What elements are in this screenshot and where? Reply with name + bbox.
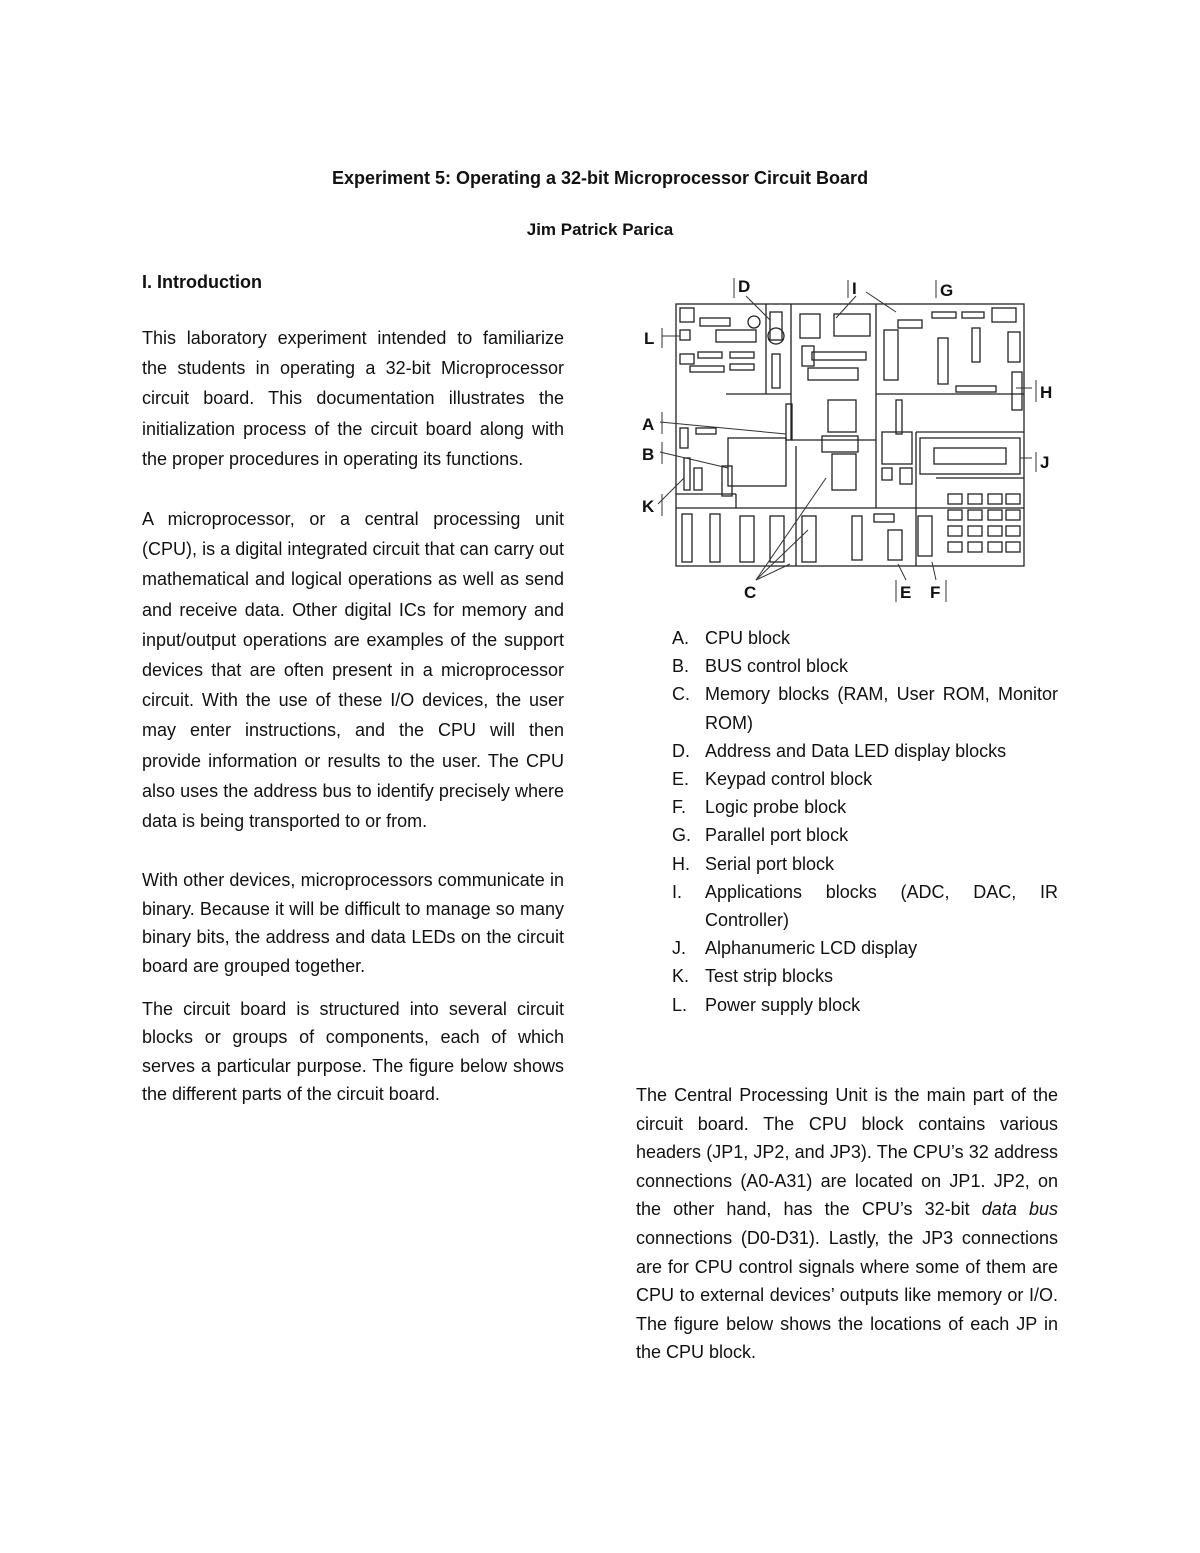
fig-label-b: B <box>642 445 655 464</box>
section-heading-introduction: I. Introduction <box>142 272 262 292</box>
legend-item: D. Address and Data LED display blocks <box>672 740 1007 761</box>
legend-item: F. Logic probe block <box>672 797 847 818</box>
fig-label-d: D <box>738 277 751 296</box>
fig-label-e: E <box>900 583 912 602</box>
legend-item: L. Power supply block <box>672 994 861 1015</box>
legend-item: B. BUS control block <box>672 656 849 677</box>
intro-paragraph-3: With other devices, microprocessors communicate in binary. Because it will be difficult to manage so many binary bits, the address and data LEDs on the circuit board are grouped together. <box>142 870 564 977</box>
legend-item: H. Serial port block <box>672 853 835 874</box>
circuit-board-diagram <box>636 268 1068 608</box>
legend-item: J. Alphanumeric LCD display <box>672 938 918 959</box>
legend-item: E. Keypad control block <box>672 769 873 790</box>
legend-item: K. Test strip blocks <box>672 966 834 987</box>
legend-item: A. CPU block <box>672 628 791 648</box>
document-title: Experiment 5: Operating a 32-bit Microprocessor Circuit Board <box>331 168 869 188</box>
left-column <box>142 272 564 1109</box>
document-author: Jim Patrick Parica <box>526 220 674 239</box>
legend-item: I. Applications blocks (ADC, DAC, IR Controller) <box>672 881 1058 931</box>
intro-paragraph-2: A microprocessor, or a central processing unit (CPU), is a digital integrated circuit that can carry out mathematical and logical operations as well as send and receive data. Other digital ICs for memory and input/output operations are examples of the support devices that are often present in a microprocessor circuit. With the use of these I/O devices, the user may enter instructions, and the CPU will then provide information or results to the user. The CPU also uses the address bus to identify precisely where data is being transported to or from. <box>142 509 564 832</box>
fig-label-j: J <box>1040 453 1050 472</box>
fig-label-f: F <box>930 583 941 602</box>
fig-label-k: K <box>642 497 655 516</box>
fig-label-l: L <box>644 329 655 348</box>
fig-label-h: H <box>1040 383 1053 402</box>
intro-paragraph-1: This laboratory experiment intended to familiarize the students in operating a 32-bit Microprocessor circuit board. This documentation illustrates the initialization process of the circuit board along with the proper procedures in operating its functions. <box>142 328 564 469</box>
intro-paragraph-4: The circuit board is structured into several circuit blocks or groups of components, each of which serves a particular purpose. The figure below shows the different parts of the circuit board. <box>142 998 564 1105</box>
fig-label-g: G <box>940 281 954 300</box>
legend-item: G. Parallel port block <box>672 825 849 846</box>
cpu-paragraph: The Central Processing Unit is the main part of the circuit board. The CPU block contains various headers (JP1, JP2, and JP3). The CPU’s 32 address connections (A0-A31) are located on JP1. JP2, on the other hand, has the CPU’s 32-bit data bus connections (D0-D31). Lastly, the JP3 connections are for CPU control signals where some of them are CPU to external devices’ outputs like memory or I/O. The figure below shows the locations of each JP in the CPU block. <box>636 1085 1058 1363</box>
figure-legend <box>672 624 1058 1019</box>
fig-label-a: A <box>642 415 655 434</box>
fig-label-c: C <box>744 583 757 602</box>
legend-item: C. Memory blocks (RAM, User ROM, Monitor ROM) <box>672 684 1058 733</box>
cpu-paragraph-italic: data bus <box>981 1199 1058 1220</box>
fig-label-i: I <box>852 279 857 298</box>
